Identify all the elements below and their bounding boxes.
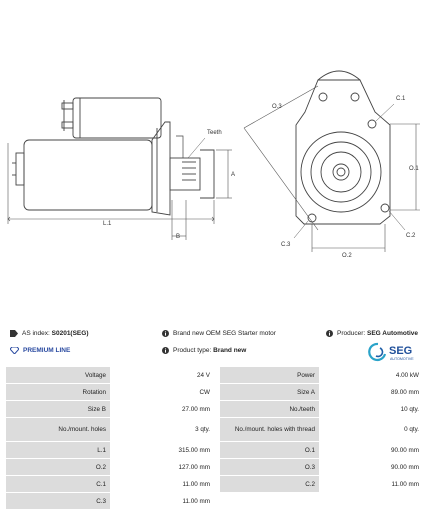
- spec-value-empty: [319, 493, 423, 510]
- product-type-value: Brand new: [213, 347, 247, 354]
- spec-key: L.1: [6, 442, 110, 459]
- spec-table: [6, 367, 423, 510]
- spec-value: 89.00 mm: [319, 384, 423, 401]
- spec-value: 4.00 kW: [319, 367, 423, 384]
- seg-automotive-logo: [368, 342, 426, 362]
- spec-key: No./mount. holes with thread: [220, 418, 319, 442]
- spec-key: O.1: [220, 442, 319, 459]
- spec-key: Rotation: [6, 384, 110, 401]
- spec-key: C.2: [220, 476, 319, 493]
- label-c3: C.3: [281, 242, 291, 248]
- oem-note: [162, 330, 276, 337]
- spec-value: 11.00 mm: [110, 476, 214, 493]
- spec-value: 11.00 mm: [110, 493, 214, 510]
- table-row: [6, 367, 423, 384]
- mount-hole-c1: [368, 120, 376, 128]
- label-o1: O.1: [409, 166, 419, 172]
- info-icon: [326, 330, 333, 337]
- label-l1: L.1: [103, 221, 112, 227]
- spec-key: C.1: [6, 476, 110, 493]
- spec-key-empty: [220, 493, 319, 510]
- premium-line: [10, 347, 70, 354]
- table-row: [6, 442, 423, 459]
- spec-value: 27.00 mm: [110, 401, 214, 418]
- mount-hole-c2: [381, 204, 389, 212]
- spec-value: 11.00 mm: [319, 476, 423, 493]
- label-c1: C.1: [396, 96, 406, 102]
- motor-body: [24, 140, 152, 210]
- logo-subtext: AUTOMOTIVE: [390, 357, 414, 361]
- table-row: [6, 476, 423, 493]
- spec-value: 3 qty.: [110, 418, 214, 442]
- spec-key: No./mount. holes: [6, 418, 110, 442]
- as-index: [10, 330, 89, 337]
- spec-key: Size A: [220, 384, 319, 401]
- as-index-label: AS index:: [22, 330, 50, 337]
- tag-icon: [10, 330, 18, 337]
- spec-value: 90.00 mm: [319, 459, 423, 476]
- spec-value: 315.00 mm: [110, 442, 214, 459]
- front-housing-circle: [301, 132, 381, 212]
- logo-text: SEG: [389, 345, 413, 357]
- info-icon: [162, 330, 169, 337]
- producer: [326, 330, 418, 337]
- label-b: B: [176, 234, 181, 240]
- spec-key: Power: [220, 367, 319, 384]
- spec-key: O.2: [6, 459, 110, 476]
- diamond-icon: [10, 347, 19, 354]
- spec-value: 90.00 mm: [319, 442, 423, 459]
- spec-key: O.3: [220, 459, 319, 476]
- product-type: [162, 347, 246, 354]
- spec-value: 10 qty.: [319, 401, 423, 418]
- table-row: [6, 401, 423, 418]
- as-index-value: S0201(SEG): [51, 330, 89, 337]
- spec-key: No./teeth: [220, 401, 319, 418]
- label-teeth: Teeth: [207, 130, 222, 136]
- spec-value: 0 qty.: [319, 418, 423, 442]
- spec-key: Voltage: [6, 367, 110, 384]
- product-type-label: Product type:: [173, 347, 212, 354]
- label-o2: O.2: [342, 253, 352, 259]
- spec-key: C.3: [6, 493, 110, 510]
- table-row: [6, 384, 423, 401]
- table-row: [6, 418, 423, 442]
- premium-line-label: PREMIUM LINE: [23, 347, 71, 354]
- info-icon: [162, 347, 169, 354]
- label-c2: C.2: [406, 233, 416, 239]
- producer-value: SEG Automotive: [367, 330, 419, 337]
- spec-value: 127.00 mm: [110, 459, 214, 476]
- solenoid-body: [73, 98, 161, 138]
- label-o3: O.3: [272, 104, 282, 110]
- producer-label: Producer:: [337, 330, 366, 337]
- label-a: A: [231, 172, 236, 178]
- oem-text: Brand new OEM SEG Starter motor: [173, 330, 276, 337]
- table-row: [6, 493, 423, 510]
- table-row: [6, 459, 423, 476]
- spec-key: Size B: [6, 401, 110, 418]
- spec-value: CW: [110, 384, 214, 401]
- spec-value: 24 V: [110, 367, 214, 384]
